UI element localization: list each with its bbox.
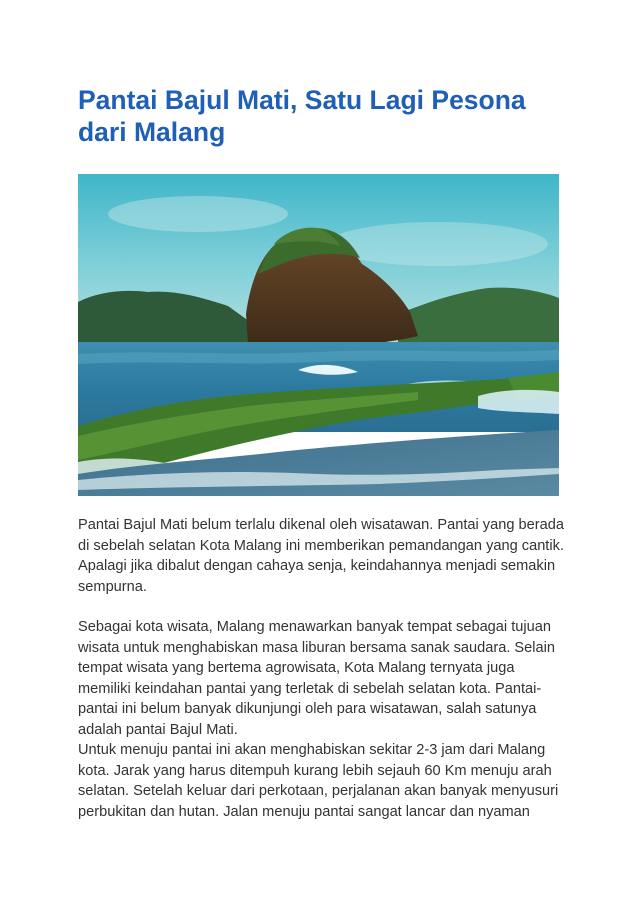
paragraph-line: pantai ini belum banyak dikunjungi oleh para wisatawan, salah satunya <box>78 701 537 717</box>
paragraph-line: sempurna. <box>78 578 147 595</box>
paragraph-line: Apalagi jika dibalut dengan cahaya senja, keindahannya menjadi semakin <box>78 558 556 574</box>
paragraph-line: Untuk menuju pantai ini akan menghabiskan sekitar 2-3 jam dari Malang <box>78 742 546 758</box>
paragraph-line: kota. Jarak yang harus ditempuh kurang lebih sejauh 60 Km menuju arah <box>78 762 552 779</box>
paragraph-line: memiliki keindahan pantai yang terletak di sebelah selatan kota. Pantai- <box>78 680 542 697</box>
paragraph-line: Sebagai kota wisata, Malang menawarkan banyak tempat sebagai tujuan <box>78 619 551 635</box>
paragraph-line: Pantai Bajul Mati belum terlalu dikenal oleh wisatawan. Pantai yang berada <box>78 517 564 533</box>
paragraph-3 <box>78 740 578 822</box>
paragraph-2 <box>78 617 578 740</box>
paragraph-1 <box>78 515 578 597</box>
paragraph-line: wisata untuk menghabiskan masa liburan bersama sanak saudara. Selain <box>78 639 556 656</box>
title-line: Pantai Bajul Mati, Satu Lagi Pesona <box>78 85 526 115</box>
title-line: dari Malang <box>78 117 226 147</box>
beach-photo <box>78 174 559 496</box>
paragraph-line: selatan. Setelah keluar dari perkotaan, perjalanan akan banyak menyusuri <box>78 783 559 799</box>
article-title <box>78 84 548 148</box>
paragraph-line: tempat wisata yang bertema agrowisata, Kota Malang ternyata juga <box>78 660 515 676</box>
paragraph-line: perbukitan dan hutan. Jalan menuju pantai sangat lancar dan nyaman <box>78 803 530 820</box>
paragraph-line: di sebelah selatan Kota Malang ini memberikan pemandangan yang cantik. <box>78 537 564 554</box>
paragraph-line: adalah pantai Bajul Mati. <box>78 721 238 738</box>
beach-photo-illustration <box>78 174 559 496</box>
